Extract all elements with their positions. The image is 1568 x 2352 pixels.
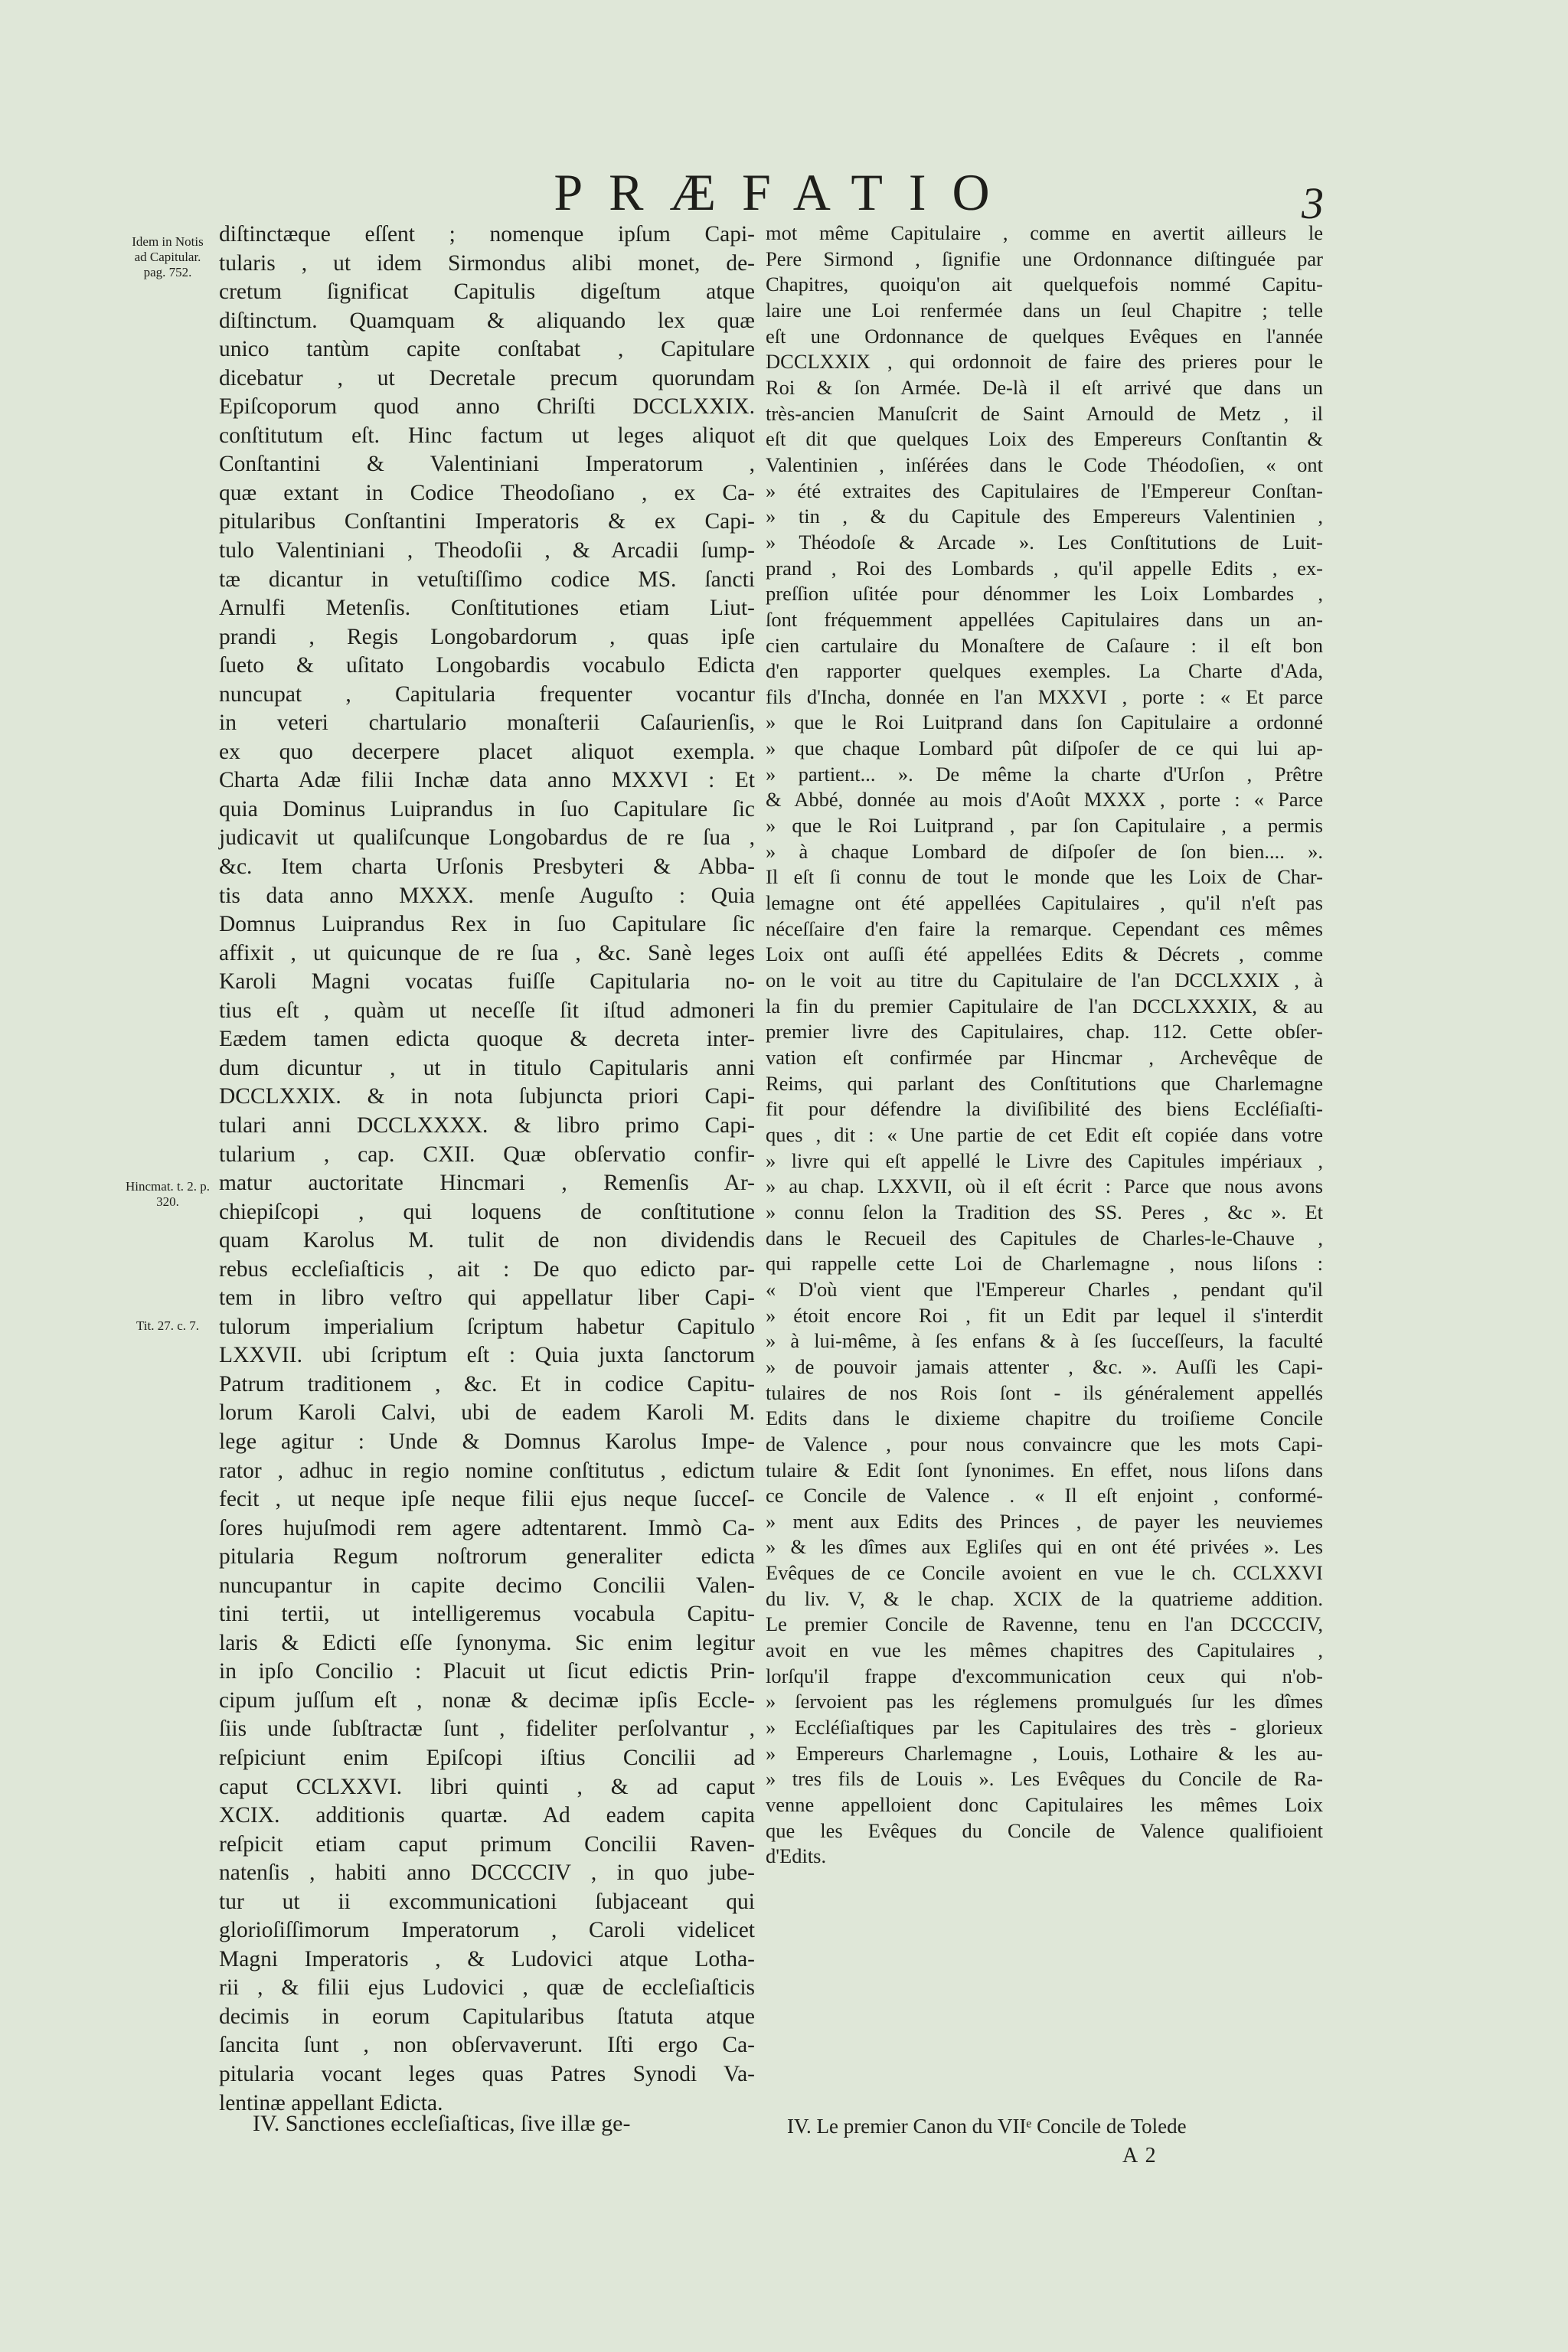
text-line: Evêques de ce Concile avoient en vue le ch. CCLXXVI	[766, 1561, 1323, 1585]
text-line: quæ extant in Codice Theodoſiano , ex Ca-	[219, 480, 755, 505]
text-line: matur auctoritate Hincmari , Remenſis Ar-	[219, 1171, 755, 1196]
page-title: PRÆFATIO	[554, 163, 1016, 221]
french-text-column	[766, 220, 1323, 1870]
page-number: 3	[1302, 178, 1324, 228]
text-line: » partient... ». De même la charte d'Urſon , Prêtre	[766, 762, 1323, 786]
text-line: laire une Loi renfermée dans un ſeul Chapitre ; telle	[766, 298, 1323, 322]
text-line: tulo Valentiniani , Theodoſii , & Arcadii ſump-	[219, 538, 755, 564]
text-line: tulaires de nos Rois ſont - ils généralement appellés	[766, 1380, 1323, 1404]
text-line: rator , adhuc in regio nomine conſtitutus , edictum	[219, 1458, 755, 1483]
text-line: cien cartulaire du Monaſtere de Caſaure : il eſt bon	[766, 633, 1323, 657]
text-line: » que le Roi Luitprand , par ſon Capitulaire , a permis	[766, 814, 1323, 838]
text-line: decimis in eorum Capitularibus ſtatuta atque	[219, 2004, 755, 2029]
text-line: Loix ont auſſi été appellées Edits & Décrets , comme	[766, 942, 1323, 966]
text-line: fit pour défendre la diviſibilité des biens Eccléſiaſti-	[766, 1097, 1323, 1121]
text-line: caput CCLXXVI. libri quinti , & ad caput	[219, 1774, 755, 1799]
text-line: Domnus Luiprandus Rex in ſuo Capitulare ſic	[219, 912, 755, 937]
text-line: tini tertii, ut intelligeremus vocabula Capitu-	[219, 1602, 755, 1627]
text-line: tis data anno MXXX. menſe Auguſto : Quia	[219, 883, 755, 908]
text-line: chiepiſcopi , qui loquens de conſtitutione	[219, 1199, 755, 1224]
text-line: fecit , ut neque ipſe neque filii ejus neque ſucceſ-	[219, 1487, 755, 1512]
text-line: la fin du premier Capitulaire de l'an DCCLXXXIX, & au	[766, 994, 1323, 1018]
text-line: lorum Karoli Calvi, ubi de eadem Karoli M.	[219, 1400, 755, 1426]
text-line: très-ancien Manuſcrit de Saint Arnould de Metz , il	[766, 401, 1323, 425]
text-line: Valentinien , inſérées dans le Code Théodoſien, « ont	[766, 452, 1323, 476]
text-line: » ment aux Edits des Princes , de payer les neuviemes	[766, 1509, 1323, 1533]
text-line: que les Evêques du Concile de Valence qualifioient	[766, 1818, 1323, 1842]
text-line: avoit en vue les mêmes chapitres des Capitulaires ,	[766, 1638, 1323, 1662]
text-line: » connu ſelon la Tradition des SS. Peres , &c ». Et	[766, 1200, 1323, 1223]
text-line: tulorum imperialium ſcriptum habetur Capitulo	[219, 1314, 755, 1339]
text-line: tur ut ii excommunicationi ſubjaceant qui	[219, 1889, 755, 1914]
text-line: tius eſt , quàm ut neceſſe ſit iſtud admoneri	[219, 998, 755, 1023]
text-line: pitularia vocant leges quas Patres Synodi Va-	[219, 2062, 755, 2086]
text-line: fils d'Incha, donnée en l'an MXXVI , porte : « Et parce	[766, 684, 1323, 708]
text-line: tem in libro veſtro qui appellatur liber Capi-	[219, 1285, 755, 1311]
margin-note: Tit. 27. c. 7.	[136, 1318, 200, 1333]
text-line: du liv. V, & le chap. XCIX de la quatrieme addition.	[766, 1586, 1323, 1610]
text-line: Roi & ſon Armée. De-là il eſt arrivé que dans un	[766, 375, 1323, 399]
text-line: » de pouvoir jamais attenter , &c. ». Auſſi les Capi-	[766, 1354, 1323, 1378]
text-line: » livre qui eſt appellé le Livre des Capitules impériaux ,	[766, 1148, 1323, 1172]
text-line: » au chap. LXXVII, où il eſt écrit : Parce que nous avons	[766, 1174, 1323, 1198]
text-line: mot même Capitulaire , comme en avertit ailleurs le	[766, 221, 1323, 244]
margin-note: Hincmat. t. 2. p. 320.	[126, 1179, 211, 1209]
margin-note: Idem in Notis ad Capitular. pag. 752.	[132, 234, 204, 279]
text-line: ce Concile de Valence . « Il eſt enjoint , conformé-	[766, 1484, 1323, 1508]
text-line: Edits dans le dixieme chapitre du troiſieme Concile	[766, 1406, 1323, 1430]
signature-mark: A 2	[1122, 2144, 1158, 2167]
text-line: tulaire & Edit ſont ſynonimes. En effet, nous liſons dans	[766, 1458, 1323, 1481]
text-line: Reims, qui parlant des Conſtitutions que Charlemagne	[766, 1071, 1323, 1095]
text-line: tularium , cap. CXII. Quæ obſervatio confir-	[219, 1142, 755, 1167]
text-line: » que le Roi Luitprand dans ſon Capitulaire a ordonné	[766, 710, 1323, 734]
text-line: » étoit encore Roi , fit un Edit par lequel il s'interdit	[766, 1303, 1323, 1327]
text-line: » Empereurs Charlemagne , Louis, Lothaire & les au-	[766, 1741, 1323, 1765]
text-line: ſueto & uſitato Longobardis vocabulo Edicta	[219, 653, 755, 678]
text-line: Eædem tamen edicta quoque & decreta inter-	[219, 1027, 755, 1052]
text-line: affixit , ut quicunque de re ſua , &c. Sanè leges	[219, 940, 755, 965]
text-line: tulari anni DCCLXXXX. & libro primo Capi-	[219, 1112, 755, 1138]
text-line: on le voit au titre du Capitulaire de l'an DCCLXXIX , à	[766, 969, 1323, 992]
text-line: ſancita ſunt , non obſervaverunt. Iſti ergo Ca-	[219, 2033, 755, 2058]
text-line: Karoli Magni vocatas fuiſſe Capitularia no-	[219, 969, 755, 995]
text-line: Magni Imperatoris , & Ludovici atque Lotha-	[219, 1946, 755, 1971]
text-line: lege agitur : Unde & Domnus Karolus Impe-	[219, 1429, 755, 1454]
text-line: &c. Item charta Urſonis Presbyteri & Abba-	[219, 854, 755, 880]
text-line: Chapitres, quoiqu'on ait quelquefois nommé Capitu-	[766, 273, 1323, 296]
text-line: in ipſo Concilio : Placuit ut ſicut edictis Prin-	[219, 1659, 755, 1684]
text-line: laris & Edicti eſſe ſynonyma. Sic enim legitur	[219, 1630, 755, 1655]
text-line: d'Edits.	[766, 1844, 827, 1868]
text-line: premier livre des Capitulaires, chap. 112. Cette obſer-	[766, 1020, 1323, 1044]
catchword-right: IV. Le premier Canon du VIIᵉ Concile de Tolede	[787, 2115, 1187, 2138]
text-line: nuncupantur in capite decimo Concilii Valen-	[219, 1573, 755, 1598]
text-line: tularis , ut idem Sirmondus alibi monet, de-	[219, 250, 755, 276]
text-line: in veteri chartulario monaſterii Caſaurienſis,	[219, 710, 755, 736]
text-line: dans le Recueil des Capitules de Charles-le-Chauve ,	[766, 1226, 1323, 1250]
text-line: reſpicit etiam caput primum Concilii Raven-	[219, 1831, 755, 1857]
latin-text-column	[219, 220, 755, 2118]
text-line: preſſion uſitée pour dénommer les Loix Lombardes ,	[766, 582, 1323, 606]
text-line: ſont fréquemment appellées Capitulaires dans un an-	[766, 607, 1323, 631]
text-line: vation eſt confirmée par Hincmar , Archevêque de	[766, 1046, 1323, 1069]
text-line: tæ dicantur in vetuſtiſſimo codice MS. ſancti	[219, 567, 755, 592]
text-line: d'en rapporter quelques exemples. La Charte d'Ada,	[766, 659, 1323, 683]
text-line: rii , & filii ejus Ludovici , quæ de eccleſiaſticis	[219, 1975, 755, 2001]
text-line: ex quo decerpere placet aliquot exempla.	[219, 739, 755, 764]
text-line: ques , dit : « Une partie de cet Edit eſt copiée dans votre	[766, 1122, 1323, 1146]
text-line: glorioſiſſimorum Imperatorum , Caroli videlicet	[219, 1918, 755, 1943]
text-line: néceſſaire d'en faire la remarque. Cependant ces mêmes	[766, 916, 1323, 940]
text-line: LXXVII. ubi ſcriptum eſt : Quia juxta ſanctorum	[219, 1343, 755, 1368]
text-line: XCIX. additionis quartæ. Ad eadem capita	[219, 1803, 755, 1828]
text-line: » tres fils de Louis ». Les Evêques du Concile de Ra-	[766, 1767, 1323, 1791]
catchword-left: IV. Sanctiones eccleſiaſticas, ſive illæ ge-	[253, 2111, 631, 2136]
text-line: » été extraites des Capitulaires de l'Empereur Conſtan-	[766, 479, 1323, 502]
text-line: » que chaque Lombard pût diſpoſer de ce qui lui ap-	[766, 737, 1323, 760]
text-line: Patrum traditionem , &c. Et in codice Capitu-	[219, 1371, 755, 1396]
text-line: prandi , Regis Longobardorum , quas ipſe	[219, 624, 755, 649]
text-line: judicavit ut qualiſcunque Longobardus de re ſua ,	[219, 825, 755, 851]
text-line: lentinæ appellant Edicta.	[219, 2090, 443, 2115]
text-line: » à chaque Lombard de diſpoſer de ſon bien.... ».	[766, 839, 1323, 863]
text-line: » ſervoient pas les réglemens promulgués ſur les dîmes	[766, 1690, 1323, 1713]
text-line: Pere Sirmond , ſignifie une Ordonnance diſtinguée par	[766, 247, 1323, 270]
text-line: & Abbé, donnée au mois d'Août MXXX , porte : « Parce	[766, 788, 1323, 812]
text-line: dum dicuntur , ut in titulo Capitularis anni	[219, 1055, 755, 1080]
text-line: natenſis , habiti anno DCCCCIV , in quo jube-	[219, 1860, 755, 1886]
text-line: » & les dîmes aux Egliſes qui en ont été privées ». Les	[766, 1535, 1323, 1559]
text-line: quam Karolus M. tulit de non dividendis	[219, 1228, 755, 1253]
text-line: venne appelloient donc Capitulaires les mêmes Loix	[766, 1793, 1323, 1817]
text-line: Charta Adæ filii Inchæ data anno MXXVI : Et	[219, 768, 755, 793]
text-line: Le premier Concile de Ravenne, tenu en l'an DCCCCIV,	[766, 1612, 1323, 1636]
text-line: quia Dominus Luiprandus in ſuo Capitulare ſic	[219, 796, 755, 822]
text-line: reſpiciunt enim Epiſcopi iſtius Concilii ad	[219, 1745, 755, 1770]
text-line: Il eſt ſi connu de tout le monde que les Loix de Char-	[766, 865, 1323, 889]
text-line: pitularibus Conſtantini Imperatoris & ex Capi-	[219, 509, 755, 534]
text-line: diſtinctum. Quamquam & aliquando lex quæ	[219, 308, 755, 333]
text-line: conſtitutum eſt. Hinc factum ut leges aliquot	[219, 423, 755, 448]
text-line: DCCLXXIX. & in nota ſubjuncta priori Capi-	[219, 1084, 755, 1109]
text-line: « D'où vient que l'Empereur Charles , pendant qu'il	[766, 1277, 1323, 1301]
text-line: eſt une Ordonnance de quelques Evêques en l'année	[766, 324, 1323, 348]
text-line: de Valence , pour nous convaincre que les mots Capi-	[766, 1432, 1323, 1455]
text-line: » Eccléſiaſtiques par les Capitulaires des très - glorieux	[766, 1716, 1323, 1740]
text-line: dicebatur , ut Decretale precum quorundam	[219, 365, 755, 390]
text-line: prand , Roi des Lombards , qu'il appelle Edits , ex-	[766, 556, 1323, 580]
text-line: eſt dit que quelques Loix des Empereurs Conſtantin &	[766, 427, 1323, 451]
text-line: pitularia Regum noſtrorum generaliter edicta	[219, 1544, 755, 1570]
text-line: Epiſcoporum quod anno Chriſti DCCLXXIX.	[219, 394, 755, 420]
text-line: » à lui-même, à ſes enfans & à ſes ſucceſſeurs, la faculté	[766, 1329, 1323, 1353]
text-line: cipum juſſum eſt , nonæ & decimæ ipſis Eccle-	[219, 1687, 755, 1713]
text-line: diſtinctæque eſſent ; nomenque ipſum Capi-	[219, 222, 755, 247]
text-line: ſiis unde ſubſtractæ ſunt , fideliter perſolvantur ,	[219, 1717, 755, 1742]
text-line: DCCLXXIX , qui ordonnoit de faire des prieres pour le	[766, 350, 1323, 374]
text-line: nuncupat , Capitularia frequenter vocantur	[219, 681, 755, 707]
text-line: cretum ſignificat Capitulis digeſtum atque	[219, 279, 755, 305]
text-line: unico tantùm capite conſtabat , Capitulare	[219, 337, 755, 362]
text-line: lemagne ont été appellées Capitulaires , qu'il n'eſt pas	[766, 891, 1323, 915]
text-line: rebus eccleſiaſticis , ait : De quo edicto par-	[219, 1256, 755, 1282]
text-line: qui rappelle cette Loi de Charlemagne , nous liſons :	[766, 1252, 1323, 1276]
text-line: Arnulfi Metenſis. Conſtitutiones etiam Liut-	[219, 596, 755, 621]
text-line: Conſtantini & Valentiniani Imperatorum ,	[219, 452, 755, 477]
text-line: lorſqu'il frappe d'excommunication ceux qui n'ob-	[766, 1664, 1323, 1687]
text-line: » tin , & du Capitule des Empereurs Valentinien ,	[766, 505, 1323, 528]
text-line: » Théodoſe & Arcade ». Les Conſtitutions de Luit-	[766, 530, 1323, 554]
text-line: ſores hujuſmodi rem agere adtentarent. Immò Ca-	[219, 1515, 755, 1540]
